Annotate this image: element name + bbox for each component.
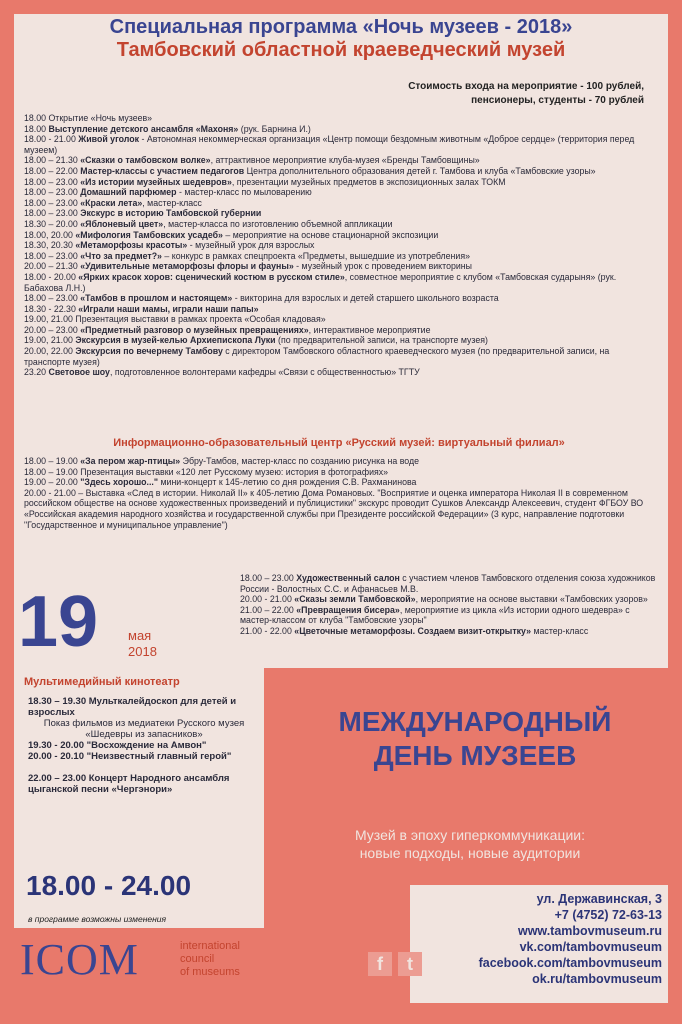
tagline bbox=[275, 826, 665, 862]
cinema-line: 18.30 – 19.30 Мульткалейдоскоп для детей и взрослых bbox=[28, 696, 237, 718]
cinema-heading: Мультимедийный кинотеатр bbox=[24, 676, 180, 688]
event-item: 20.00, 22.00 Экскурсия по вечернему Тамбову с директором Тамбовского областного краеведческого музея (по предварительной записи, на транспорте музея) bbox=[24, 346, 610, 367]
event-list bbox=[24, 113, 654, 378]
icom-line: international bbox=[180, 940, 240, 952]
salon-item: 20.00 - 21.00 «Сказы земли Тамбовской», мероприятие на основе выставки «Тамбовских узоров» bbox=[240, 594, 648, 605]
info-item: 18.00 – 19.00 Презентация выставки «120 лет Русскому музею: история в фотографиях» bbox=[24, 466, 389, 477]
icom-logo-block bbox=[20, 930, 264, 990]
banner-line-2: ДЕНЬ МУЗЕЕВ bbox=[373, 740, 577, 771]
event-item: 18.30 – 20.00 «Яблоневый цвет», мастер-класса по изготовлению объемной аппликации bbox=[24, 218, 393, 229]
event-item: 18.00 – 23.00 «Из истории музейных шедевров», презентации музейных предметов в экспозиционных залах ТОКМ bbox=[24, 176, 506, 187]
date-year: 2018 bbox=[128, 644, 157, 659]
vk-link[interactable]: vk.com/tambovmuseum bbox=[519, 940, 662, 954]
icom-text bbox=[180, 940, 240, 979]
museum-day-banner bbox=[285, 705, 665, 773]
contacts bbox=[418, 891, 662, 987]
salon-item: 21.00 – 22.00 «Превращения бисера», мероприятие из цикла «Из истории одного шедевра» с мастер-классом от клуба "Тамбовские узоры" bbox=[240, 604, 630, 626]
info-item: 18.00 – 19.00 «За пером жар-птицы» Эбру-Тамбов, мастер-класс по созданию рисунка на воде bbox=[24, 456, 420, 466]
info-center-heading: Информационно-образовательный центр «Русский музей: виртуальный филиал» bbox=[113, 437, 565, 449]
event-item: 20.00 – 21.30 «Удивительные метаморфозы флоры и фауны» - музейный урок с проведением викторины bbox=[24, 261, 472, 272]
facebook-link[interactable]: facebook.com/tambovmuseum bbox=[478, 956, 662, 970]
event-item: 18.00 – 23.00 «Тамбов в прошлом и настоящем» - викторина для взрослых и детей старшего школьного возраста bbox=[24, 293, 499, 304]
event-item: 18.00 – 21.30 «Сказки о тамбовском волке», аттрактивное мероприятие клуба-музея «Бренды Тамбовщины» bbox=[24, 155, 480, 166]
date-month: мая bbox=[128, 628, 152, 643]
event-item: 18.00 - 20.00 «Ярких красок хоров: сценический костюм в русском стиле», совместное мероприятие с клубом «Тамбовская сударыня» (рук. Бабахова Л.Н.) bbox=[24, 271, 617, 293]
date-day: 19 bbox=[18, 582, 99, 662]
tagline-line-2: новые подходы, новые аудитории bbox=[359, 845, 581, 861]
cinema-line: 20.00 - 20.10 "Неизвестный главный герой" bbox=[28, 751, 232, 762]
salon-event-list bbox=[240, 573, 660, 637]
event-item: 19.00, 21.00 Презентация выставки в рамках проекта «Особая кладовая» bbox=[24, 314, 326, 325]
cinema-program bbox=[28, 696, 260, 795]
program-title: Специальная программа «Ночь музеев - 2018» bbox=[109, 16, 573, 38]
facebook-icon[interactable]: f bbox=[368, 952, 392, 976]
cinema-line: Показ фильмов из медиатеки Русского музея «Шедевры из запасников» bbox=[43, 718, 245, 740]
event-item: 18.00 – 23.00 «Краски лета», мастер-класс bbox=[24, 197, 202, 208]
banner-line-1: МЕЖДУНАРОДНЫЙ bbox=[338, 706, 612, 737]
tagline-line-1: Музей в эпоху гиперкоммуникации: bbox=[354, 827, 586, 843]
info-item: 19.00 – 20.00 "Здесь хорошо..." мини-концерт к 145-летию со дня рождения С.В. Рахманинова bbox=[24, 477, 417, 488]
event-item: 18.30, 20.30 «Метаморфозы красоты» - музейный урок для взрослых bbox=[24, 240, 315, 251]
event-item: 18.00 – 22.00 Мастер-классы с участием педагогов Центра дополнительного образования детей г. Тамбова и клуба «Тамбовские узоры» bbox=[24, 165, 596, 176]
event-item: 20.00 – 23.00 «Предметный разговор о музейных превращениях», интерактивное мероприятие bbox=[24, 324, 431, 335]
cinema-line: 22.00 – 23.00 Концерт Народного ансамбля цыганской песни «Чергэнори» bbox=[28, 773, 230, 795]
event-item: 18.00 – 23.00 Экскурс в историю Тамбовской губернии bbox=[24, 208, 262, 219]
website-link[interactable]: www.tambovmuseum.ru bbox=[517, 924, 662, 938]
date-month-year bbox=[128, 628, 157, 660]
address: ул. Державинская, 3 bbox=[536, 892, 662, 906]
event-item: 18.30 - 22.30 «Играли наши мамы, играли наши папы» bbox=[24, 303, 259, 314]
salon-item: 21.00 - 22.00 «Цветочные метаморфозы. Создаем визит-открытку» мастер-класс bbox=[240, 625, 589, 636]
cinema-line: 19.30 - 20.00 "Восхождение на Амвон" bbox=[28, 740, 207, 751]
museum-name: Тамбовский областной краеведческий музей bbox=[116, 39, 566, 61]
event-item: 18.00 Выступление детского ансамбля «Махоня» (рук. Барнина И.) bbox=[24, 123, 311, 134]
info-center-list bbox=[24, 456, 654, 530]
ok-link[interactable]: ok.ru/tambovmuseum bbox=[532, 972, 662, 986]
price-line-2: пенсионеры, студенты - 70 рублей bbox=[471, 95, 644, 106]
twitter-icon[interactable]: t bbox=[398, 952, 422, 976]
opening-hours: 18.00 - 24.00 bbox=[26, 870, 192, 901]
phone: +7 (4752) 72-63-13 bbox=[554, 908, 662, 922]
event-item: 23.20 Световое шоу, подготовленное волонтерами кафедры «Связи с общественностью» ТГТУ bbox=[24, 367, 420, 378]
event-item: 18.00 – 23.00 Домашний парфюмер - мастер-класс по мыловарению bbox=[24, 187, 312, 198]
event-item: 18.00 – 23.00 «Что за предмет?» – конкурс в рамках спецпроекта «Предметы, вышедшие из употребления» bbox=[24, 250, 470, 261]
event-item: 18.00 Открытие «Ночь музеев» bbox=[24, 113, 153, 123]
price-line-1: Стоимость входа на мероприятие - 100 рублей, bbox=[408, 81, 644, 92]
icom-line: council bbox=[180, 953, 215, 965]
price-info bbox=[344, 80, 644, 108]
event-item: 19.00, 21.00 Экскурсия в музей-келью Архиепископа Луки (по предварительной записи, на транспорте музея) bbox=[24, 335, 488, 346]
icom-logo: ICOM bbox=[20, 935, 139, 984]
icom-line: of museums bbox=[180, 966, 240, 978]
event-item: 18.00 - 21.00 Живой уголок - Автономная некоммерческая организация «Центр помощи бездомным животным «Доброе сердце» (территория перед музеем) bbox=[24, 134, 635, 155]
event-item: 18.00, 20.00 «Мифология Тамбовских усадеб» – мероприятие на основе стационарной экспозиции bbox=[24, 229, 439, 240]
info-item: 20.00 - 21.00 – Выставка «След в истории. Николай II» к 405-летию Дома Романовых. "Восприятие и оценка императора Николая II в современном российском обществе на основе художественных произведений и публицистики" экскурс проводит Сушков Александр Алексеевич, студент ФГБОУ ВО «Российская академия народного хозяйства и государственной службы при Президенте российской Федерации» (3 курс, направление подготовки "Государственное и муниципальное управление") bbox=[24, 487, 644, 530]
salon-item: 18.00 – 23.00 Художественный салон с участием членов Тамбовского отделения союза художников России - Волостных С.С. и Афанасьев М.В. bbox=[240, 573, 656, 594]
changes-note: в программе возможны изменения bbox=[28, 914, 167, 924]
